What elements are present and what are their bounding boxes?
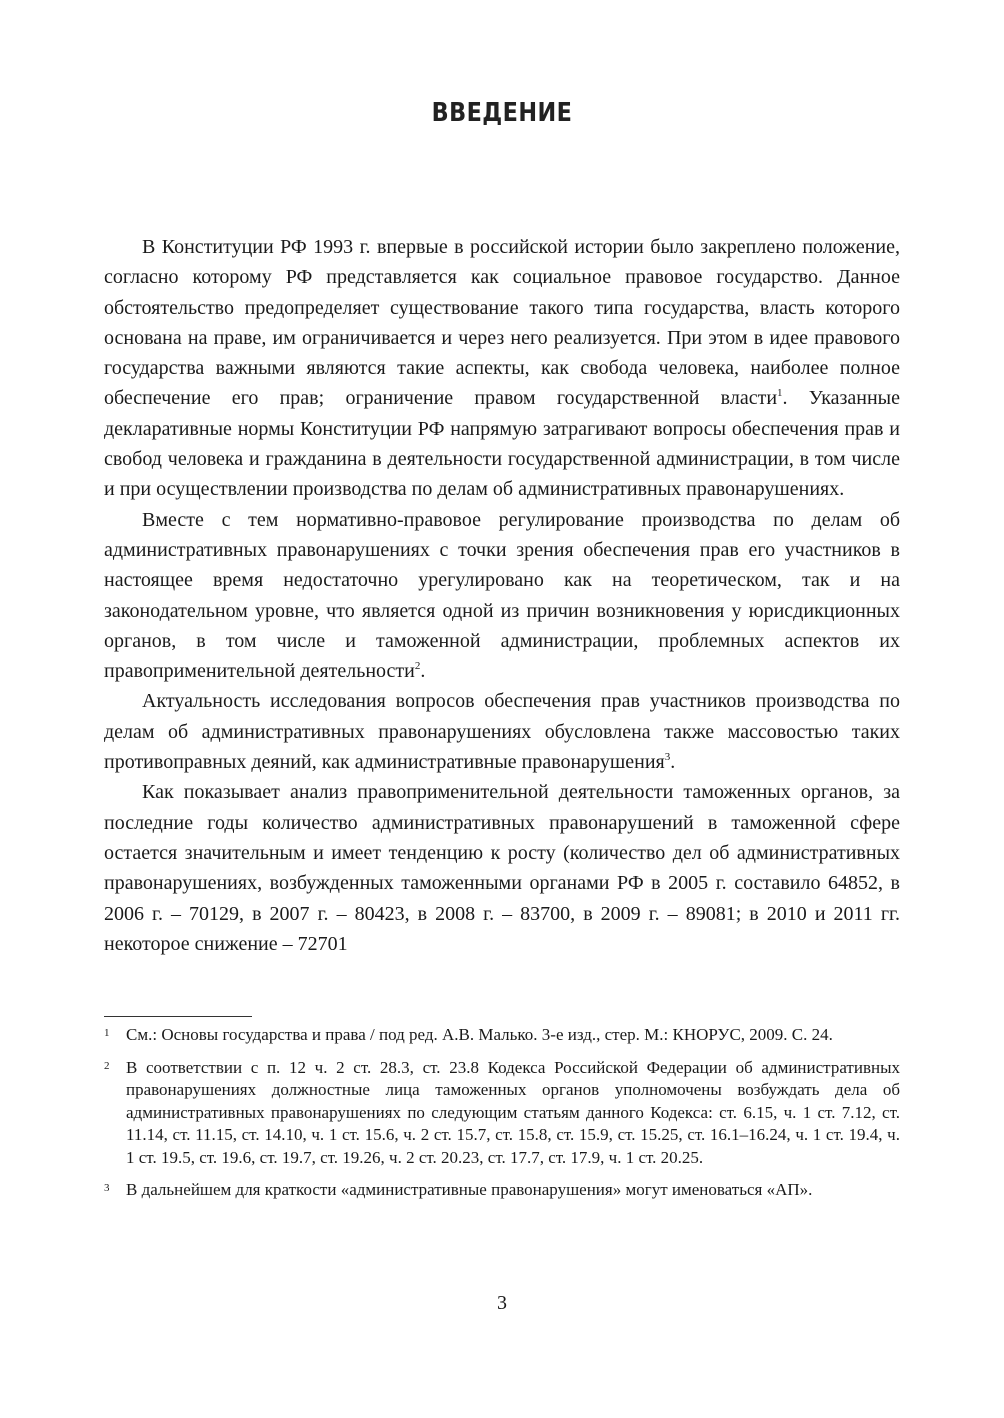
footnote-divider xyxy=(104,1016,252,1017)
paragraph-text: Как показывает анализ правоприменительной деятельности таможенных органов, за последние годы количество административных правонарушений в таможенной сфере остается значительным и имеет тенденцию к росту (количество дел об административных правонарушениях, возбужденных таможенными органами РФ в 2005 г. составило 64852, в 2006 г. – 70129, в 2007 г. – 80423, в 2008 г. – 83700, в 2009 г. – 89081; в 2010 и 2011 гг. некоторое снижение – 72701 xyxy=(104,781,900,955)
paragraph-text: Актуальность исследования вопросов обеспечения прав участников производства по делам об административных правонарушениях обусловлена также массовостью таких противоправных деяний, как административные правонарушения xyxy=(104,690,900,774)
paragraph-4 xyxy=(104,777,900,959)
paragraph-text: . xyxy=(420,660,426,683)
paragraph-3 xyxy=(104,686,900,777)
page-title: ВВЕДЕНИЕ xyxy=(431,98,573,128)
footnote-3 xyxy=(104,1179,900,1202)
paragraph-2 xyxy=(104,505,900,687)
paragraph-text: Вместе с тем нормативно-правовое регулирование производства по делам об административных правонарушениях с точки зрения обеспечения прав его участников в настоящее время недостаточно урегулировано как на теоретическом, так и на законодательном уровне, что является одной из причин возникновения у юрисдикционных органов, в том числе и таможенной администрации, проблемных аспектов их правоприменительной деятельности xyxy=(104,508,900,683)
footnote-ref-3[interactable]: 3 xyxy=(664,751,671,764)
body-text xyxy=(104,232,900,959)
paragraph-text: . xyxy=(670,751,676,774)
footnote-ref-2[interactable]: 2 xyxy=(414,660,421,673)
footnote-1 xyxy=(104,1024,900,1047)
page-number: 3 xyxy=(497,1292,507,1314)
footnote-2 xyxy=(104,1057,900,1170)
footnote-number: 3 xyxy=(104,1182,110,1194)
footnote-text: В соответствии с п. 12 ч. 2 ст. 28.3, ст. 23.8 Кодекса Российской Федерации об административных правонарушениях должностные лица таможенных органов уполномочены возбуждать дела об административных правонарушениях по следующим статьям данного Кодекса: ст. 6.15, ч. 1 ст. 7.12, ст. 11.14, ст. 11.15, ст. 14.10, ч. 1 ст. 15.6, ч. 2 ст. 15.7, ст. 15.8, ст. 15.9, ст. 15.25, ст. 16.1–16.24, ч. 1 ст. 19.4, ч. 1 ст. 19.5, ст. 19.6, ст. 19.7, ст. 19.26, ч. 2 ст. 20.23, ст. 17.7, ст. 17.9, ч. 1 ст. 20.25. xyxy=(126,1057,900,1167)
paragraph-text: В Конституции РФ 1993 г. впервые в российской истории было закреплено положение, согласно которому РФ представляется как социальное правовое государство. Данное обстоятельство предопределяет существование такого типа государства, власть которого основана на праве, им ограничивается и через него реализуется. При этом в идее правового государства важными являются такие аспекты, как свобода человека, наиболее полное обеспечение его прав; ограничение правом государственной власти xyxy=(104,236,900,410)
footnote-number: 1 xyxy=(104,1027,110,1039)
footnote-text: См.: Основы государства и права / под ред. А.В. Малько. 3-е изд., стер. М.: КНОРУС, 2009. С. 24. xyxy=(126,1025,833,1044)
footnote-text: В дальнейшем для краткости «административные правонарушения» могут именоваться «АП». xyxy=(126,1180,813,1199)
paragraph-text: . Указанные декларативные нормы Конституции РФ напрямую затрагивают вопросы обеспечения прав и свобод человека и гражданина в деятельности государственной администрации, в том числе и при осуществлении производства по делам об административных правонарушениях. xyxy=(104,387,900,501)
footnote-number: 2 xyxy=(104,1059,110,1072)
footnote-ref-1[interactable]: 1 xyxy=(777,387,783,400)
paragraph-1 xyxy=(104,232,900,505)
footnotes xyxy=(104,1024,900,1212)
